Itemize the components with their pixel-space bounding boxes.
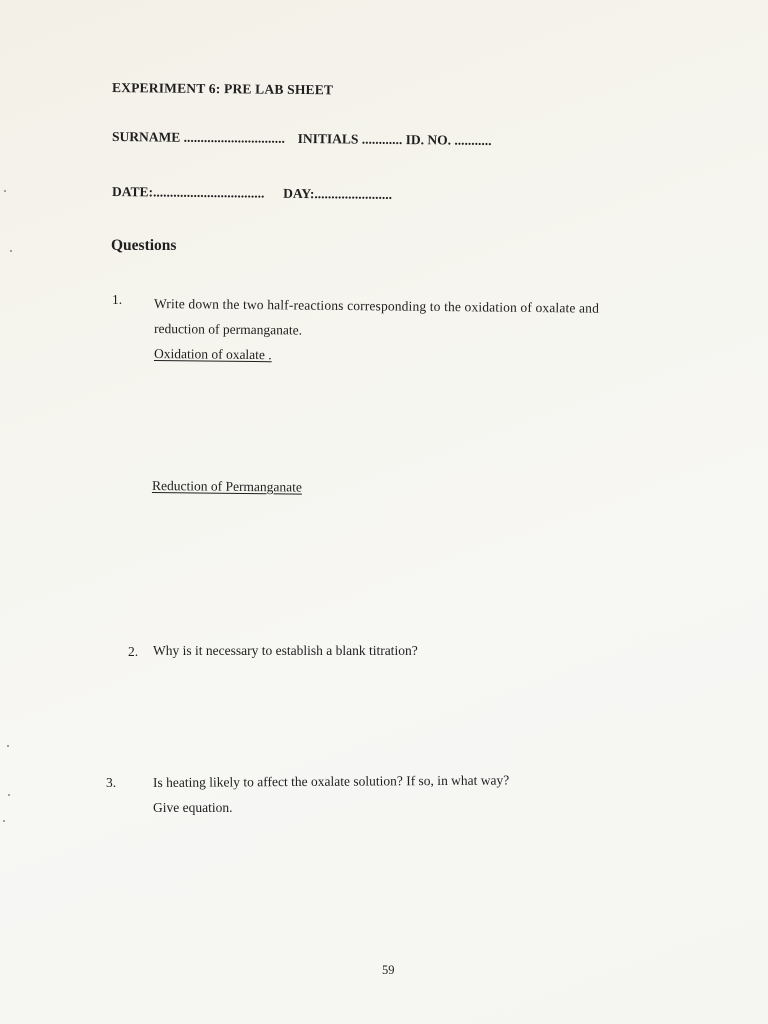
question-1-oxidation-label: Oxidation of oxalate . — [153, 346, 272, 363]
initials-field: INITIALS ............ — [297, 130, 403, 148]
page-number: 59 — [382, 963, 395, 977]
questions-heading: Questions — [111, 237, 177, 254]
question-1-text-line-1: Write down the two half-reactions corresponding to the oxidation of oxalate and — [153, 296, 600, 316]
scan-speck — [3, 820, 5, 822]
id-number-field: ID. NO. ........... — [405, 132, 492, 148]
scan-speck — [4, 190, 6, 192]
question-3-text-line-2: Give equation. — [153, 800, 233, 815]
scan-speck — [8, 794, 10, 796]
student-info-row-2 — [112, 184, 392, 203]
date-field: DATE:................................. — [111, 184, 265, 201]
scan-speck — [10, 250, 12, 252]
question-1-reduction-label: Reduction of Permanganate — [151, 478, 303, 495]
page-title: EXPERIMENT 6: PRE LAB SHEET — [111, 80, 334, 98]
question-2-text: Why is it necessary to establish a blank titration? — [153, 643, 418, 658]
question-3-number: 3. — [106, 775, 117, 790]
question-1-text-line-2: reduction of permanganate. — [153, 321, 303, 338]
student-info-row-1 — [112, 129, 492, 149]
scan-speck — [7, 745, 9, 747]
surname-field: SURNAME .............................. — [111, 129, 285, 146]
day-field: DAY:....................... — [283, 185, 393, 202]
question-1-number: 1. — [112, 292, 123, 307]
question-3-text-line-1: Is heating likely to affect the oxalate solution? If so, in what way? — [152, 772, 510, 790]
question-2-number: 2. — [128, 644, 139, 659]
